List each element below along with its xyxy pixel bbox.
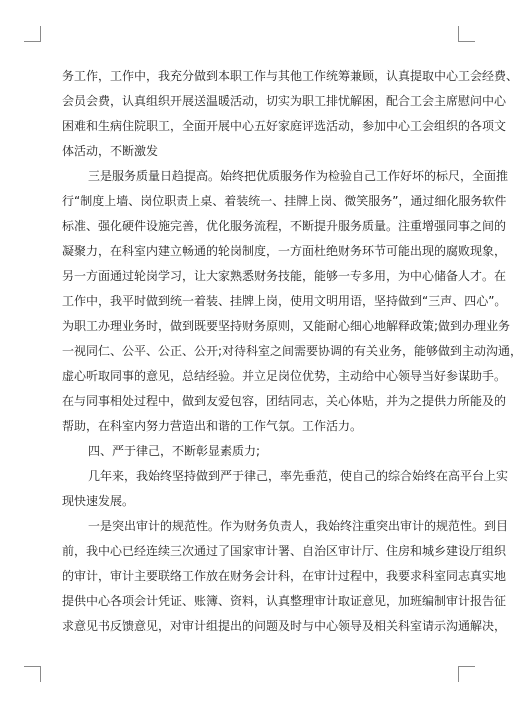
crop-mark-bottom-right-h [459, 666, 475, 667]
paragraph-start-line: 几年来，我始终坚持做到严于律己，率先垂范，使自己的综合始终在高平台上实 [88, 469, 509, 483]
crop-mark-top-left-h [24, 41, 40, 42]
text-line: 工作中，我平时做到统一着装、挂牌上岗，使用文明用语，坚持做到“三声、四心”。 [62, 294, 507, 308]
text-line: 标准、强化硬件设施完善，优化服务流程，不断提升服务质量。注重增强同事之间的 [62, 219, 507, 233]
text-line: 在与同事相处过程中，做到友爱包容，团结同志，关心体贴，并为之提供力所能及的 [62, 394, 507, 408]
text-line: 体活动，不断激发 [62, 144, 159, 158]
crop-mark-top-right-v [458, 26, 459, 42]
text-line: 另一方面通过轮岗学习，让大家熟悉财务技能，能够一专多用，为中心储备人才。在 [62, 269, 507, 283]
text-line: 一视同仁、公平、公正、公开;对待科室之间需要协调的有关业务，能够做到主动沟通， [62, 344, 522, 358]
paragraph-start-line: 一是突出审计的规范性。作为财务负责人，我始终注重突出审计的规范性。到目 [88, 519, 509, 533]
text-line: 会员会费，认真组织开展送温暖活动，切实为职工排忧解困，配合工会主席慰问中心 [62, 94, 507, 108]
paragraph-start-line: 三是服务质量日趋提高。始终把优质服务作为检验自己工作好坏的标尺，全面推 [88, 169, 509, 183]
crop-mark-bottom-left-v [40, 666, 41, 682]
crop-mark-top-left-v [40, 26, 41, 42]
text-line: 求意见书反馈意见，对审计组提出的问题及时与中心领导及相关科室请示沟通解决， [62, 619, 507, 633]
text-line: 帮助，在科室内努力营造出和谐的工作气氛。工作活力。 [62, 419, 363, 433]
section-heading: 四、严于律己，不断彰显素质力; [88, 444, 261, 458]
text-line: 为职工办理业务时，做到既要坚持财务原则，又能耐心细心地解释政策;做到办理业务 [62, 319, 511, 333]
crop-mark-top-right-h [459, 41, 475, 42]
crop-mark-bottom-right-v [458, 666, 459, 682]
text-line: 务工作，工作中，我充分做到本职工作与其他工作统筹兼顾，认真提取中心工会经费、 [62, 69, 519, 83]
text-line: 前，我中心已经连续三次通过了国家审计署、自治区审计厅、住房和城乡建设厅组织 [62, 544, 507, 558]
text-line: 困难和生病住院职工，全面开展中心五好家庭评选活动，参加中心工会组织的各项文 [62, 119, 507, 133]
document-body [62, 64, 522, 639]
text-line: 现快速发展。 [62, 494, 135, 508]
text-line: 行“制度上墙、岗位职责上桌、着装统一、挂牌上岗、微笑服务”，通过细化服务软件 [62, 194, 507, 208]
crop-mark-bottom-left-h [24, 666, 40, 667]
text-line: 的审计，审计主要联络工作放在财务会计科，在审计过程中，我要求科室同志真实地 [62, 569, 507, 583]
text-line: 凝聚力，在科室内建立畅通的轮岗制度，一方面杜绝财务环节可能出现的腐败现象， [62, 244, 507, 258]
text-line: 提供中心各项会计凭证、账簿、资料，认真整理审计取证意见，加班编制审计报告征 [62, 594, 507, 608]
text-line: 虚心听取同事的意见，总结经验。并立足岗位优势，主动给中心领导当好参谋助手。 [62, 369, 507, 383]
